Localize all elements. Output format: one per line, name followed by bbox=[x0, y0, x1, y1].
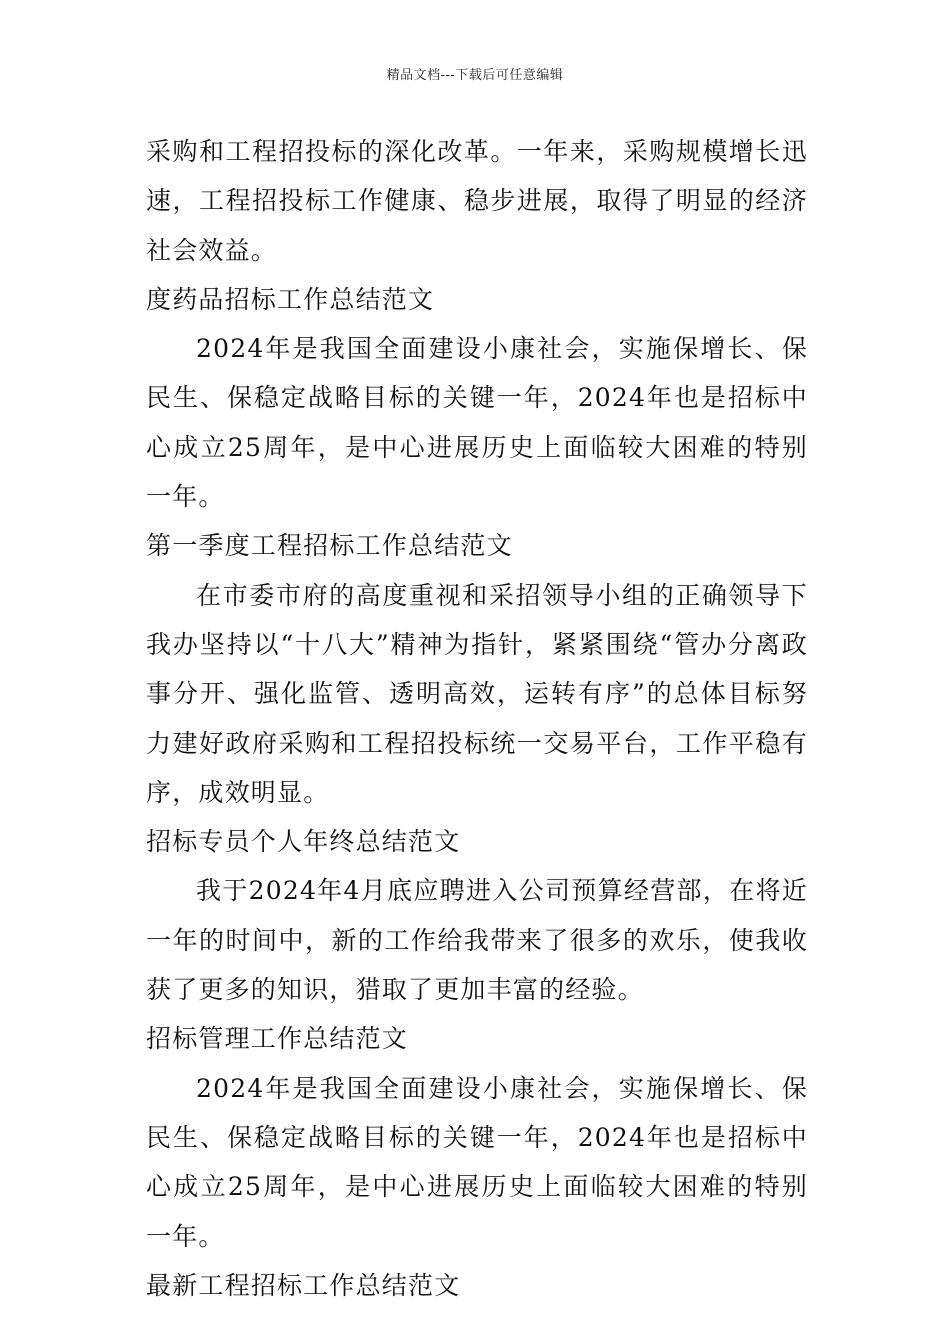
page-header: 精品文档---下载后可任意编辑 bbox=[386, 68, 564, 83]
section-heading: 度药品招标工作总结范文 bbox=[146, 284, 435, 314]
section-heading: 第一季度工程招标工作总结范文 bbox=[146, 531, 513, 561]
body-paragraph: 2024年是我国全面建设小康社会，实施保增长、保民生、保稳定战略目标的关键一年，2024年也是招标中心成立25周年，是中心进展历史上面临较大困难的特别一年。 bbox=[146, 334, 808, 512]
body-paragraph: 在市委市府的高度重视和采招领导小组的正确领导下我办坚持以“十八大”精神为指针，紧紧围绕“管办分离政事分开、强化监管、透明高效，运转有序”的总体目标努力建好政府采购和工程招投标统一交易平台，工作平稳有序，成效明显。 bbox=[146, 580, 808, 807]
body-paragraph: 我于2024年4月底应聘进入公司预算经营部，在将近一年的时间中，新的工作给我带来了很多的欢乐，使我收获了更多的知识，猎取了更加丰富的经验。 bbox=[146, 876, 808, 1005]
body-paragraph: 2024年是我国全面建设小康社会，实施保增长、保民生、保稳定战略目标的关键一年，2024年也是招标中心成立25周年，是中心进展历史上面临较大困难的特别一年。 bbox=[146, 1073, 808, 1251]
document-body bbox=[146, 127, 808, 1310]
section-heading: 招标专员个人年终总结范文 bbox=[146, 827, 461, 857]
paragraph-continuation: 采购和工程招投标的深化改革。一年来，采购规模增长迅速，工程招投标工作健康、稳步进展，取得了明显的经济社会效益。 bbox=[146, 137, 808, 265]
section-heading: 最新工程招标工作总结范文 bbox=[146, 1270, 461, 1300]
section-heading: 招标管理工作总结范文 bbox=[146, 1024, 409, 1054]
